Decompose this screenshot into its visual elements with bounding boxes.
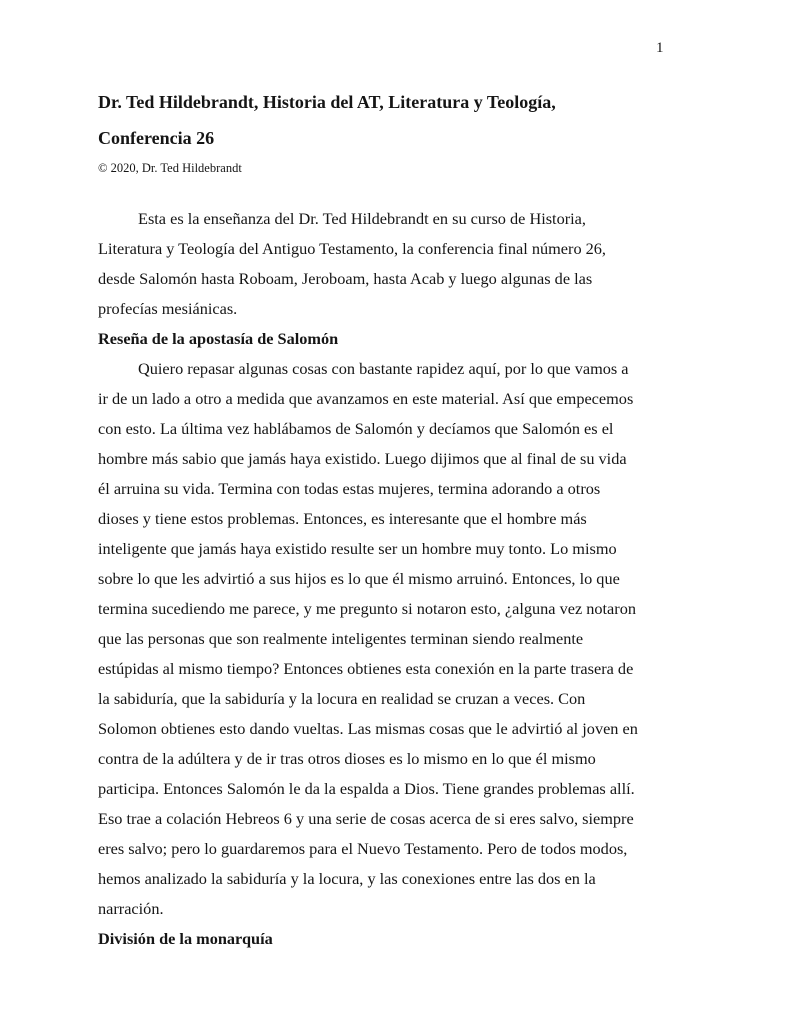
text-line: Eso trae a colación Hebreos 6 y una serie de cosas acerca de si eres salvo, siempre (98, 809, 634, 828)
text-line: la sabiduría, que la sabiduría y la locura en realidad se cruzan a veces. Con (98, 689, 586, 708)
text-line: Quiero repasar algunas cosas con bastante rapidez aquí, por lo que vamos a (138, 359, 629, 378)
text-line: con esto. La última vez hablábamos de Salomón y decíamos que Salomón es el (98, 419, 614, 438)
text-line: participa. Entonces Salomón le da la espalda a Dios. Tiene grandes problemas allí. (98, 779, 635, 798)
page-number: 1 (656, 40, 664, 56)
copyright-line: © 2020, Dr. Ted Hildebrandt (98, 161, 242, 175)
text-line: hombre más sabio que jamás haya existido. Luego dijimos que al final de su vida (98, 449, 627, 468)
page-content (98, 84, 690, 954)
text-line: Esta es la enseñanza del Dr. Ted Hildebrandt en su curso de Historia, (138, 209, 586, 228)
text-line: hemos analizado la sabiduría y la locura, y las conexiones entre las dos en la (98, 869, 596, 888)
text-line: eres salvo; pero lo guardaremos para el Nuevo Testamento. Pero de todos modos, (98, 839, 628, 858)
text-line: Literatura y Teología del Antiguo Testamento, la conferencia final número 26, (98, 239, 606, 258)
document-title-line-1: Dr. Ted Hildebrandt, Historia del AT, Literatura y Teología, (98, 92, 556, 112)
text-line: profecías mesiánicas. (98, 299, 238, 318)
text-line: contra de la adúltera y de ir tras otros dioses es lo mismo en lo que él mismo (98, 749, 596, 768)
section-heading-monarchy: División de la monarquía (98, 929, 273, 948)
text-line: que las personas que son realmente inteligentes terminan siendo realmente (98, 629, 584, 648)
text-line: estúpidas al mismo tiempo? Entonces obtienes esta conexión en la parte trasera de (98, 659, 634, 678)
paragraph-apostasy (98, 354, 690, 924)
text-line: él arruina su vida. Termina con todas estas mujeres, termina adorando a otros (98, 479, 601, 498)
text-line: sobre lo que les advirtió a sus hijos es lo que él mismo arruinó. Entonces, lo que (98, 569, 620, 588)
section-heading-apostasy: Reseña de la apostasía de Salomón (98, 329, 339, 348)
text-line: Solomon obtienes esto dando vueltas. Las mismas cosas que le advirtió al joven en (98, 719, 638, 738)
paragraph-introduction (98, 204, 690, 324)
text-line: ir de un lado a otro a medida que avanzamos en este material. Así que empecemos (98, 389, 634, 408)
text-line: termina sucediendo me parece, y me pregunto si notaron esto, ¿alguna vez notaron (98, 599, 636, 618)
document-title-line-2: Conferencia 26 (98, 128, 215, 148)
text-line: desde Salomón hasta Roboam, Jeroboam, hasta Acab y luego algunas de las (98, 269, 593, 288)
text-line: inteligente que jamás haya existido resulte ser un hombre muy tonto. Lo mismo (98, 539, 617, 558)
text-line: narración. (98, 899, 164, 918)
text-line: dioses y tiene estos problemas. Entonces, es interesante que el hombre más (98, 509, 587, 528)
